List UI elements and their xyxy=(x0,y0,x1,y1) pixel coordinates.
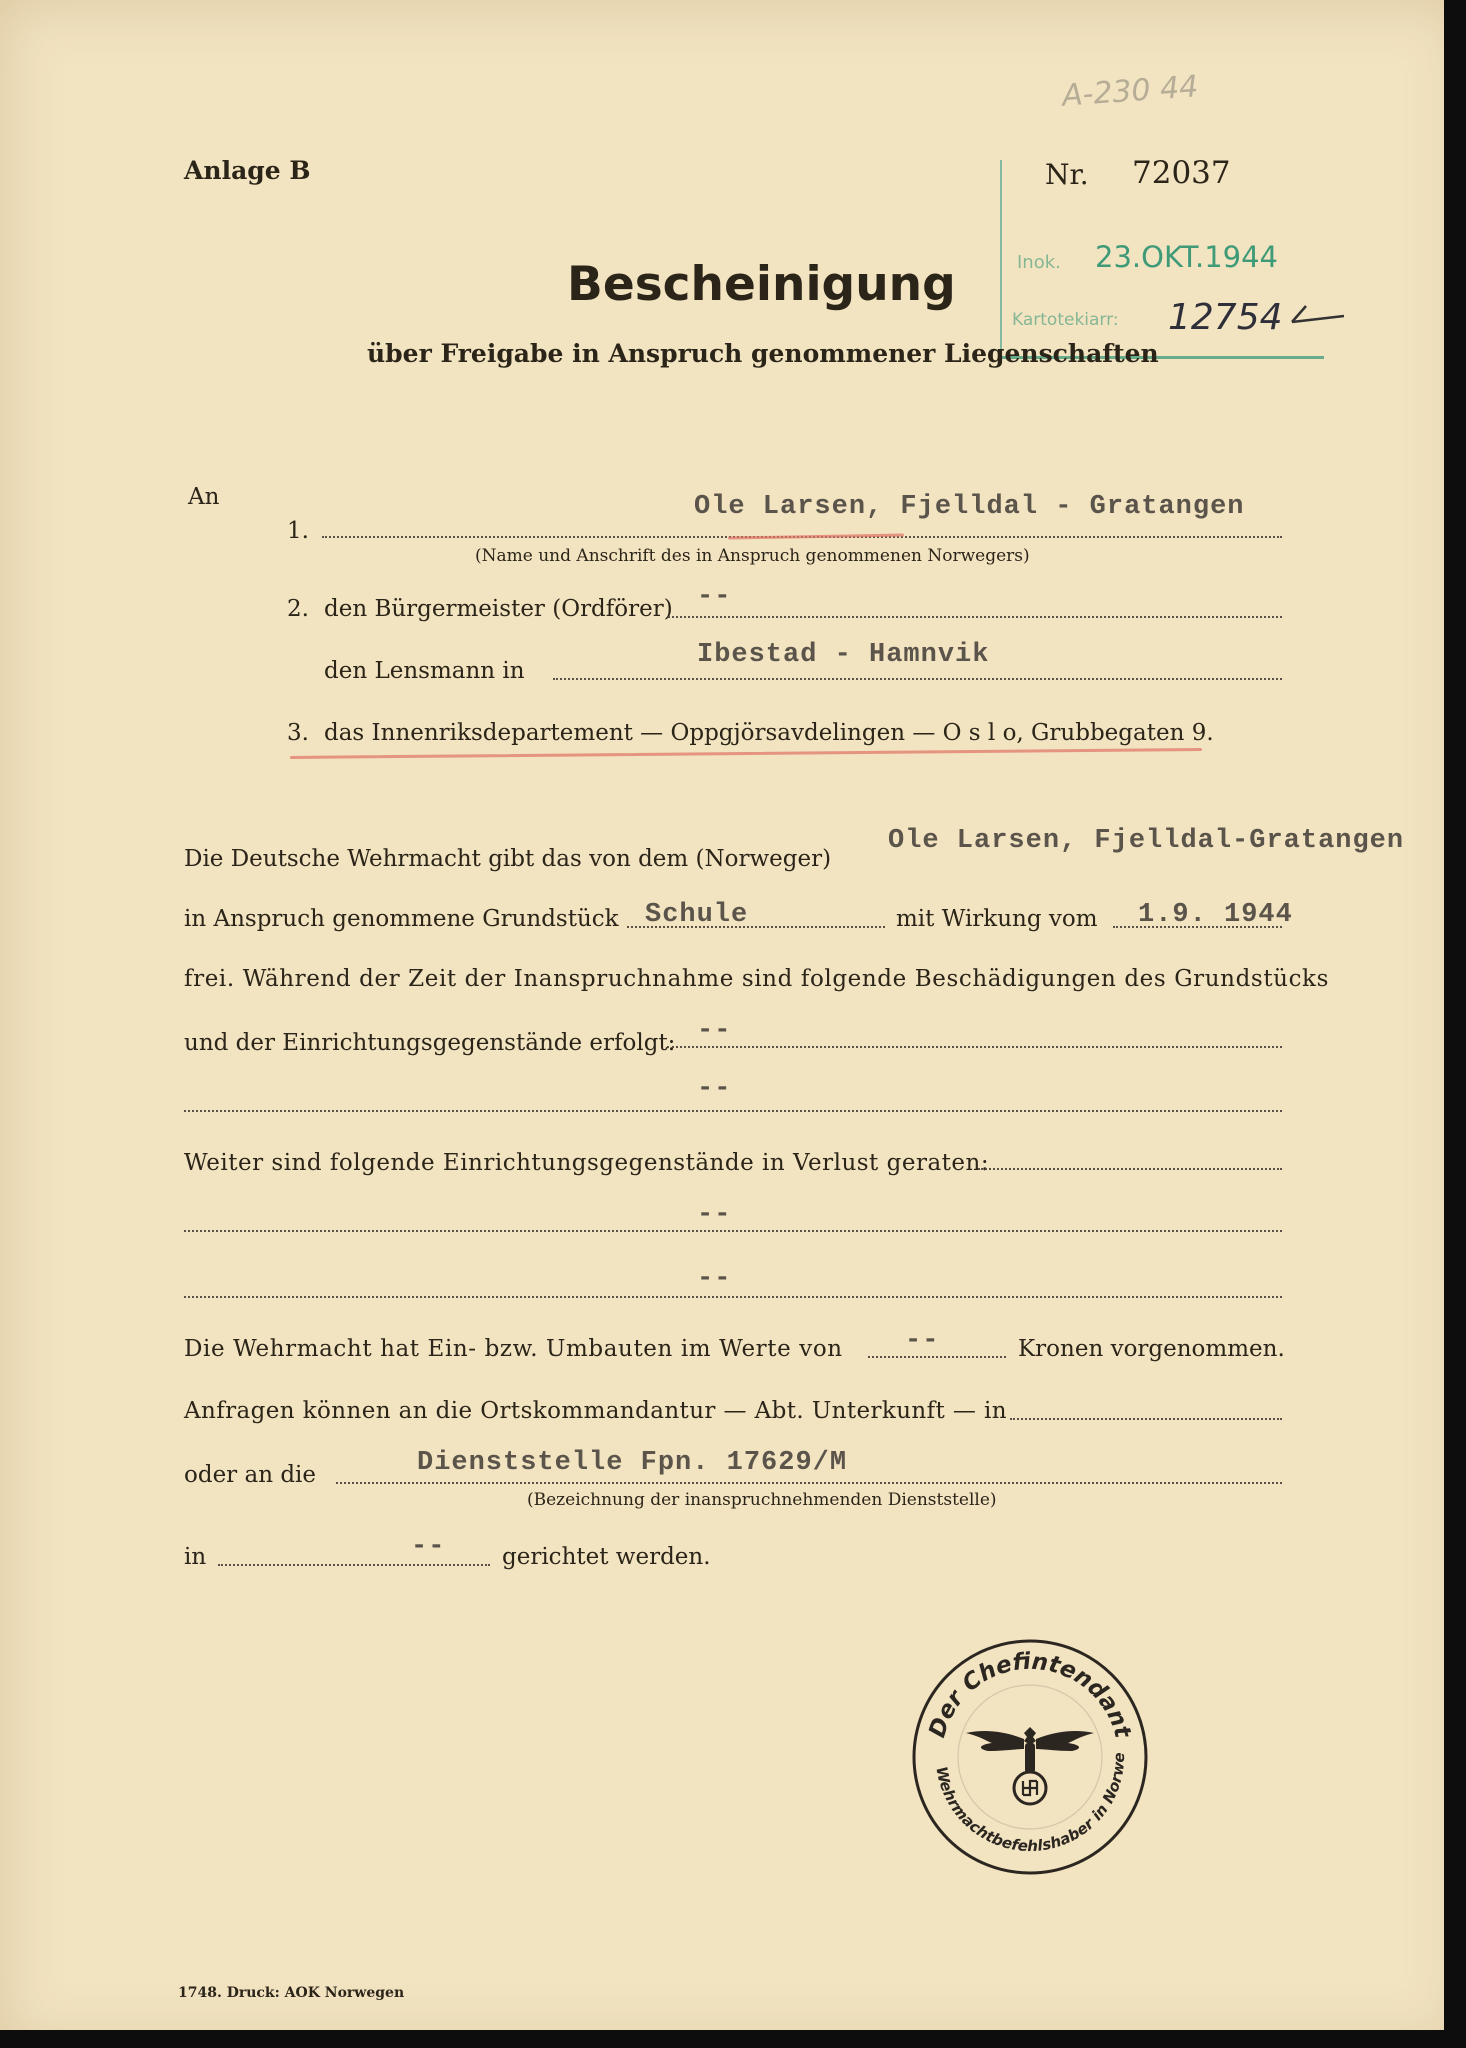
addressee-2-value: -- xyxy=(697,582,732,612)
property-value: Schule xyxy=(645,900,749,930)
addressee-2-label: den Bürgermeister (Ordförer) xyxy=(324,596,673,622)
body-line-1-label: Die Deutsche Wehrmacht gibt das von dem (Norweger) xyxy=(184,846,832,872)
occupied-owner-value: Ole Larsen, Fjelldal-Gratangen xyxy=(888,826,1405,856)
body-line-3: frei. Während der Zeit der Inanspruchnahme sind folgende Beschädigungen des Grundstücks xyxy=(184,966,1329,992)
stamp-inc-label: Inok. xyxy=(1017,252,1061,273)
addressee-1-caption: (Name und Anschrift des in Anspruch genommenen Norwegers) xyxy=(475,546,1030,566)
official-seal xyxy=(908,1635,1152,1879)
damages-line-2 xyxy=(184,1110,1282,1112)
page-subtitle: über Freigabe in Anspruch genommener Liegenschaften xyxy=(367,339,1159,368)
seal-top-text: Der Chefintendant xyxy=(924,1648,1136,1741)
document-number-prefix: Nr. xyxy=(1045,158,1089,191)
addressee-1-number: 1. xyxy=(287,518,309,544)
scan-border-bottom xyxy=(0,2030,1466,2048)
eagle-emblem-icon xyxy=(966,1727,1094,1804)
body-line-12-suffix: gerichtet werden. xyxy=(502,1544,711,1570)
check-mark xyxy=(1288,296,1348,326)
losses-line-3 xyxy=(184,1296,1282,1298)
seal-bottom-text: Wehrmachtbefehlshaber in Norwe xyxy=(932,1752,1129,1856)
losses-line-2 xyxy=(184,1230,1282,1232)
addressee-1-value: Ole Larsen, Fjelldal - Gratangen xyxy=(694,492,1245,522)
city-line xyxy=(218,1564,490,1566)
print-imprint: 1748. Druck: AOK Norwegen xyxy=(178,1985,405,2001)
body-line-4-label: und der Einrichtungsgegenstände erfolgt: xyxy=(184,1030,676,1056)
damages-value-1: -- xyxy=(697,1016,732,1046)
addressee-2-line xyxy=(668,616,1282,618)
office-caption: (Bezeichnung der inanspruchnehmenden Dienststelle) xyxy=(527,1490,997,1510)
city-value: -- xyxy=(411,1532,446,1562)
kommandantur-line xyxy=(1010,1418,1282,1420)
value-amount: -- xyxy=(905,1326,940,1356)
to-label: An xyxy=(188,484,220,510)
stamp-card-label: Kartotekiarr: xyxy=(1012,310,1119,330)
red-underline-name xyxy=(728,533,904,539)
losses-line-1 xyxy=(978,1168,1282,1170)
body-line-2-label: in Anspruch genommene Grundstück xyxy=(184,906,619,932)
body-line-12-label: in xyxy=(184,1544,207,1570)
body-line-9-label: Die Wehrmacht hat Ein- bzw. Umbauten im Werte von xyxy=(184,1336,843,1362)
losses-value-2: -- xyxy=(697,1264,732,1294)
addressee-2b-line xyxy=(553,678,1282,680)
body-line-10-label: Anfragen können an die Ortskommandantur — Abt. Unterkunft — in xyxy=(184,1398,1007,1424)
damages-value-2: -- xyxy=(697,1074,732,1104)
release-date-value: 1.9. 1944 xyxy=(1138,900,1293,930)
office-value: Dienststelle Fpn. 17629/M xyxy=(417,1448,848,1478)
addressee-3-number: 3. xyxy=(287,720,309,746)
body-line-6-label: Weiter sind folgende Einrichtungsgegenstände in Verlust geraten: xyxy=(184,1150,990,1176)
body-line-9-suffix: Kronen vorgenommen. xyxy=(1018,1336,1285,1362)
annex-label: Anlage B xyxy=(184,156,311,185)
stamp-inc-date: 23.OKT.1944 xyxy=(1095,240,1279,274)
red-underline-ministry xyxy=(290,748,1202,759)
scan-border-right xyxy=(1444,0,1466,2048)
addressee-2b-value: Ibestad - Hamnvik xyxy=(697,640,990,670)
losses-value-1: -- xyxy=(697,1200,732,1230)
value-line xyxy=(868,1356,1006,1358)
body-line-2-mid: mit Wirkung vom xyxy=(896,906,1098,932)
addressee-2-number: 2. xyxy=(287,596,309,622)
addressee-2b-label: den Lensmann in xyxy=(324,658,525,684)
office-line xyxy=(336,1482,1282,1484)
body-line-11-label: oder an die xyxy=(184,1462,317,1488)
document-number: 72037 xyxy=(1132,155,1231,191)
addressee-3-text: das Innenriksdepartement — Oppgjörsavdelingen — O s l o, Grubbegaten 9. xyxy=(324,720,1214,746)
stamp-card-number: 12754 xyxy=(1168,297,1283,338)
damages-line-1 xyxy=(667,1046,1282,1048)
pencil-archive-note: A-230 44 xyxy=(1060,69,1200,114)
page-title: Bescheinigung xyxy=(567,257,956,312)
